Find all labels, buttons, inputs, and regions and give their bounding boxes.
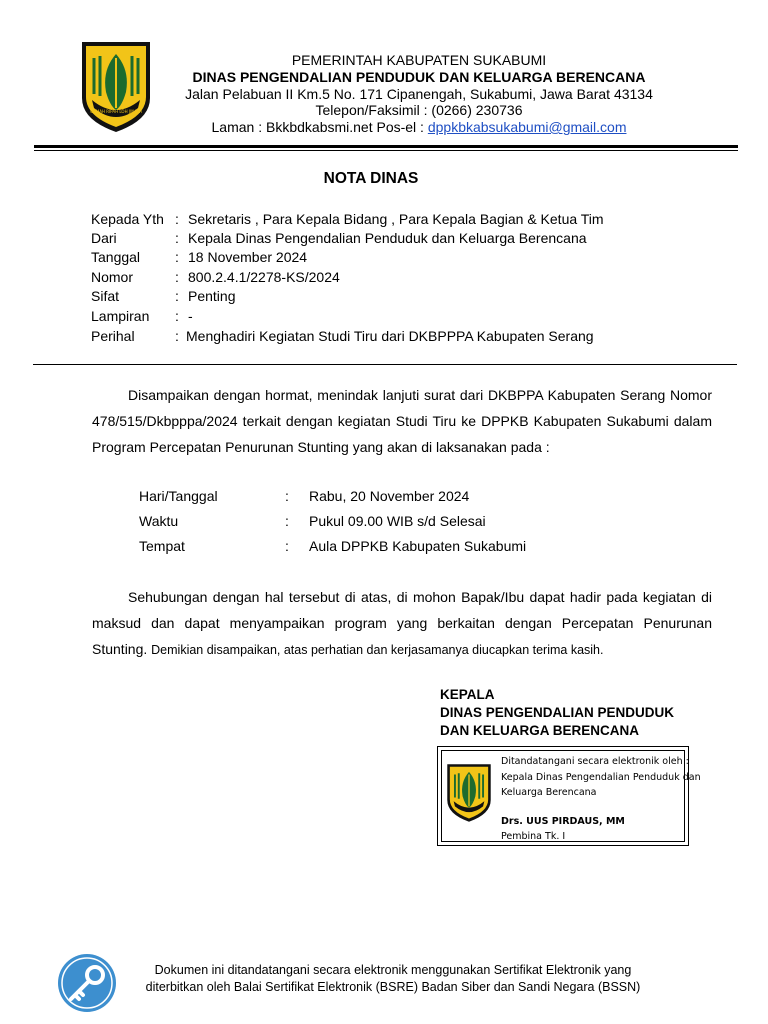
field-colon: : <box>175 211 179 227</box>
field-colon: : <box>175 269 179 285</box>
body-paragraph-2 <box>92 584 712 663</box>
government-name: PEMERINTAH KABUPATEN SUKABUMI <box>291 52 547 68</box>
web-prefix: Laman : Bkkbdkabsmi.net Pos-el : <box>211 119 428 135</box>
crest-motto: GEMAH RIPAH LOH JINAWI <box>90 109 142 114</box>
email-link[interactable]: dppkbkabsukabumi@gmail.com <box>427 119 627 135</box>
signatory-title-line-3: DAN KELUARGA BERENCANA <box>440 723 639 738</box>
field-label: Sifat <box>91 288 120 304</box>
field-colon: : <box>175 308 179 324</box>
field-label: Tanggal <box>91 249 141 265</box>
paragraph-2-closing: Demikian disampaikan, atas perhatian dan kerjasamanya diucapkan terima kasih. <box>151 643 604 657</box>
signatory-rank: Pembina Tk. I <box>501 831 566 842</box>
field-colon: : <box>175 230 179 246</box>
field-colon: : <box>175 328 179 344</box>
regency-crest-icon <box>446 760 492 826</box>
stamp-line-2: Kepala Dinas Pengendalian Penduduk dan <box>501 772 701 783</box>
paragraph-2-text: Sehubungan dengan hal tersebut di atas, di mohon Bapak/Ibu dapat hadir pada kegiatan di maksud dan dapat menyampaikan program yang berkaitan dengan Percepatan Penurunan Stunting. <box>92 589 712 657</box>
agency-phone: Telepon/Faksimil : (0266) 230736 <box>315 102 523 118</box>
document-title: NOTA DINAS <box>323 170 419 187</box>
schedule-label: Hari/Tanggal <box>139 488 218 504</box>
schedule-date: Rabu, 20 November 2024 <box>309 488 470 504</box>
stamp-line-3: Keluarga Berencana <box>501 787 597 798</box>
field-from: Kepala Dinas Pengendalian Penduduk dan Keluarga Berencana <box>188 230 587 246</box>
footer-line-1: Dokumen ini ditandatangani secara elektronik menggunakan Sertifikat Elektronik yang <box>154 963 632 977</box>
header-divider <box>33 364 737 365</box>
bsre-key-icon <box>57 953 117 1013</box>
schedule-place: Aula DPPKB Kabupaten Sukabumi <box>309 538 527 554</box>
agency-web <box>150 118 688 136</box>
signatory-title-line-1: KEPALA <box>440 687 495 702</box>
schedule-colon: : <box>285 488 289 504</box>
schedule-colon: : <box>285 513 289 529</box>
schedule-label: Tempat <box>139 538 185 554</box>
field-label: Nomor <box>91 269 134 285</box>
signatory-title-line-2: DINAS PENGENDALIAN PENDUDUK <box>440 705 675 720</box>
field-date: 18 November 2024 <box>188 249 308 265</box>
field-subject: Menghadiri Kegiatan Studi Tiru dari DKBPPPA Kabupaten Serang <box>186 328 594 344</box>
field-attachment: - <box>188 308 193 324</box>
field-label: Lampiran <box>91 308 150 324</box>
field-label: Dari <box>91 230 117 246</box>
paragraph-1-text: Disampaikan dengan hormat, menindak lanjuti surat dari DKBPPA Kabupaten Serang Nomor 478/515/Dkbpppa/2024 terkait dengan kegiatan Studi Tiru ke DPPKB Kabupaten Sukabumi dalam Program Percepatan Penurunan Stunting yang akan di laksanakan pada : <box>92 387 712 455</box>
field-label: Perihal <box>91 328 135 344</box>
schedule-label: Waktu <box>139 513 179 529</box>
body-paragraph-1 <box>92 382 712 460</box>
field-nature: Penting <box>188 288 236 304</box>
field-number: 800.2.4.1/2278-KS/2024 <box>188 269 340 285</box>
schedule-time: Pukul 09.00 WIB s/d Selesai <box>309 513 486 529</box>
letterhead-rule <box>34 145 738 148</box>
schedule-colon: : <box>285 538 289 554</box>
signatory-name: Drs. UUS PIRDAUS, MM <box>501 816 625 827</box>
letterhead-rule-thin <box>34 150 738 151</box>
stamp-line-1: Ditandatangani secara elektronik oleh : <box>501 756 689 767</box>
field-label: Kepada Yth <box>91 211 164 227</box>
agency-address: Jalan Pelabuan II Km.5 No. 171 Cipanengah, Sukabumi, Jawa Barat 43134 <box>185 86 653 102</box>
field-colon: : <box>175 288 179 304</box>
field-colon: : <box>175 249 179 265</box>
regency-crest-logo <box>80 40 152 134</box>
field-to: Sekretaris , Para Kepala Bidang , Para Kepala Bagian & Ketua Tim <box>188 211 604 227</box>
footer-line-2: diterbitkan oleh Balai Sertifikat Elektronik (BSRE) Badan Siber dan Sandi Negara (BSSN) <box>145 980 641 994</box>
agency-name: DINAS PENGENDALIAN PENDUDUK DAN KELUARGA BERENCANA <box>192 69 646 85</box>
